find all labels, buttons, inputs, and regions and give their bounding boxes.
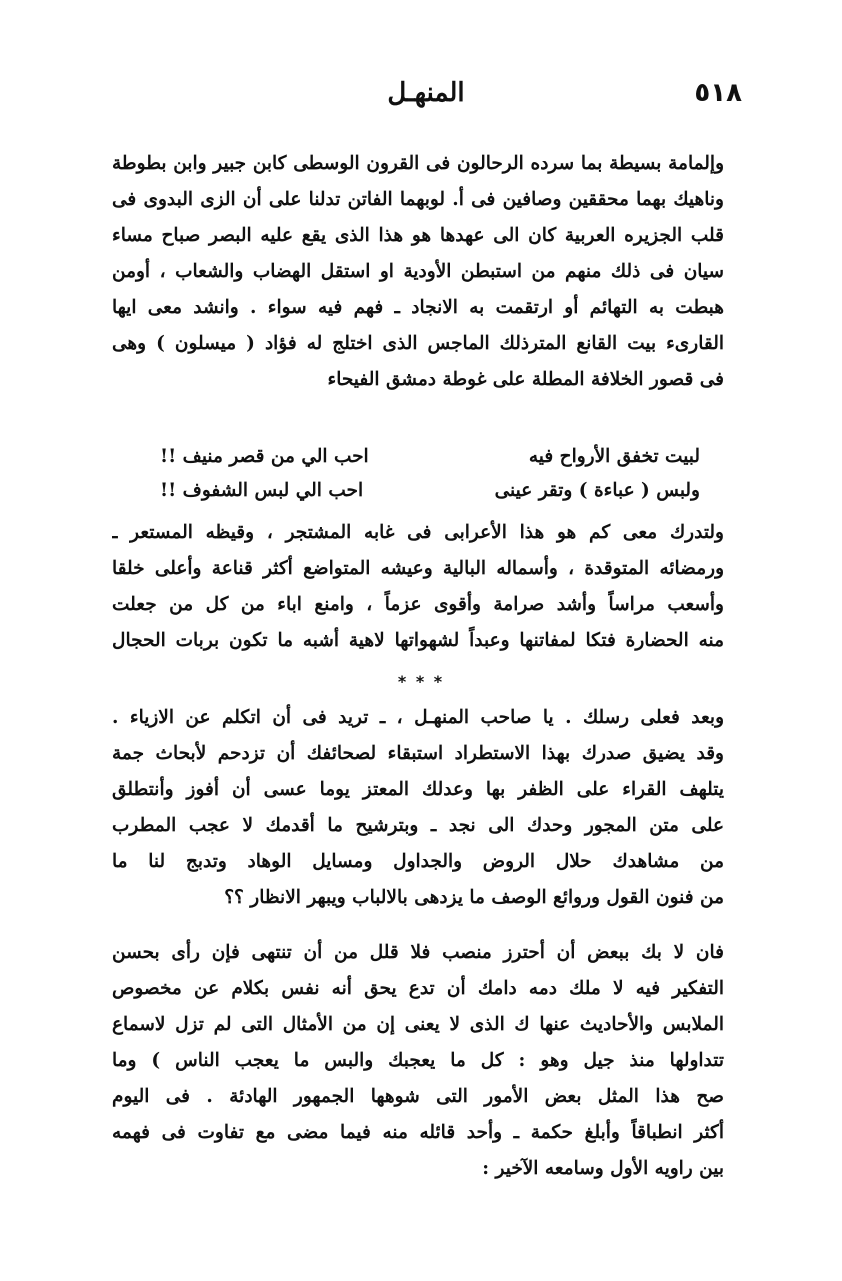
text-line: سيان فى ذلك منهم من استبطن الأودية او استقل الهضاب والشعاب ، أومن <box>112 261 724 282</box>
verse-hemistich-second: احب الي من قصر منيف !! <box>160 446 369 467</box>
verse-line <box>160 440 700 474</box>
text-line: ورمضائه المتوقدة ، وأسماله البالية وعيشه المتواضع أكثر قناعة وأعلى خلقا <box>112 558 724 579</box>
text-line: قلب الجزيره العربية كان الى عهدها هو هذا الذى يقع عليه البصر صباح مساء <box>112 225 724 246</box>
text-line: يتلهف القراء على الظفر بها وعدلك المعتز يوما عسى أن أفوز وأنتطلق <box>112 779 724 800</box>
text-line: فى قصور الخلافة المطلة على غوطة دمشق الفيحاء <box>327 369 724 390</box>
text-line: التفكير فيه لا ملك دمه دامك أن تدع يحق أنه نفس بكلام عن مخصوص <box>112 978 724 999</box>
text-line: القارىء بيت القانع المترذلك الماجس الذى اختلج له فؤاد ( ميسلون ) وهى <box>112 333 724 354</box>
verse-line <box>160 474 700 508</box>
paragraph-3 <box>112 700 724 916</box>
text-line: تتداولها منذ جيل وهو : كل ما يعجبك والبس ما يعجب الناس ) وما <box>112 1050 724 1071</box>
text-line: الملابس والأحاديث عنها ك الذى لا يعنى إن من الأمثال التى لم تزل لاسماع <box>112 1014 724 1035</box>
text-line: ولتدرك معى كم هو هذا الأعرابى فى غابه المشتجر ، وقيظه المستعر ـ <box>112 522 724 543</box>
poem-verse <box>160 440 700 508</box>
paragraph-1 <box>112 146 724 398</box>
text-line: من مشاهدك حلال الروض والجداول ومسايل الوهاد وتدبج لنا ما <box>112 851 724 872</box>
page-header <box>110 78 742 118</box>
verse-hemistich-first: ولبس ( عباءة ) وتقر عينى <box>494 480 700 501</box>
text-line: من فنون القول وروائع الوصف ما يزدهى بالالباب ويبهر الانظار ؟؟ <box>224 887 724 908</box>
text-line: بين راويه الأول وسامعه الآخير : <box>482 1158 724 1179</box>
text-line: وأسعب مراساً وأشد صرامة وأقوى عزماً ، وامنع اباء من كل من جعلت <box>112 594 724 615</box>
text-line: هبطت به التهائم أو ارتقمت به الانجاد ـ فهم فيه سواء . وانشد معى ايها <box>112 297 724 318</box>
page-number: ٥١٨ <box>694 78 742 108</box>
text-line: فان لا بك ببعض أن أحترز منصب فلا قلل من أن تنتهى فإن رأى بحسن <box>112 942 724 963</box>
text-line: وإلمامة بسيطة بما سرده الرحالون فى القرون الوسطى كابن جبير وابن بطوطة <box>112 153 724 174</box>
text-line: منه الحضارة فتكا لمفاتنها وعبداً لشهواتها لاهية أشبه ما تكون بربات الحجال <box>112 630 724 651</box>
verse-hemistich-first: لبيت تخفق الأرواح فيه <box>528 446 700 467</box>
verse-hemistich-second: احب الي لبس الشفوف !! <box>160 480 364 501</box>
text-line: أكثر انطباقاً وأبلغ حكمة ـ وأحد قائله منه فيما مضى مع تفاوت فى فهمه <box>112 1122 724 1143</box>
text-line: على متن المجور وحدك الى نجد ـ وبترشيح ما أقدمك لا عجب المطرب <box>112 815 724 836</box>
text-line: وقد يضيق صدرك بهذا الاستطراد استبقاء لصحائفك أن تزدحم لأبحاث جمة <box>112 743 724 764</box>
section-separator: * * * <box>397 672 445 691</box>
paragraph-2 <box>112 515 724 659</box>
text-line: وبعد فعلى رسلك . يا صاحب المنهـل ، ـ تريد فى أن اتكلم عن الازياء . <box>112 707 724 728</box>
text-line: صح هذا المثل بعض الأمور التى شوهها الجمهور الهادئة . فى اليوم <box>112 1086 724 1107</box>
text-line: وناهيك بهما محققين وصافين فى أ. لوبهما الفاتن تدلنا على أن الزى البدوى فى <box>112 189 724 210</box>
paragraph-4 <box>112 935 724 1187</box>
running-title: المنهـل <box>387 78 465 108</box>
